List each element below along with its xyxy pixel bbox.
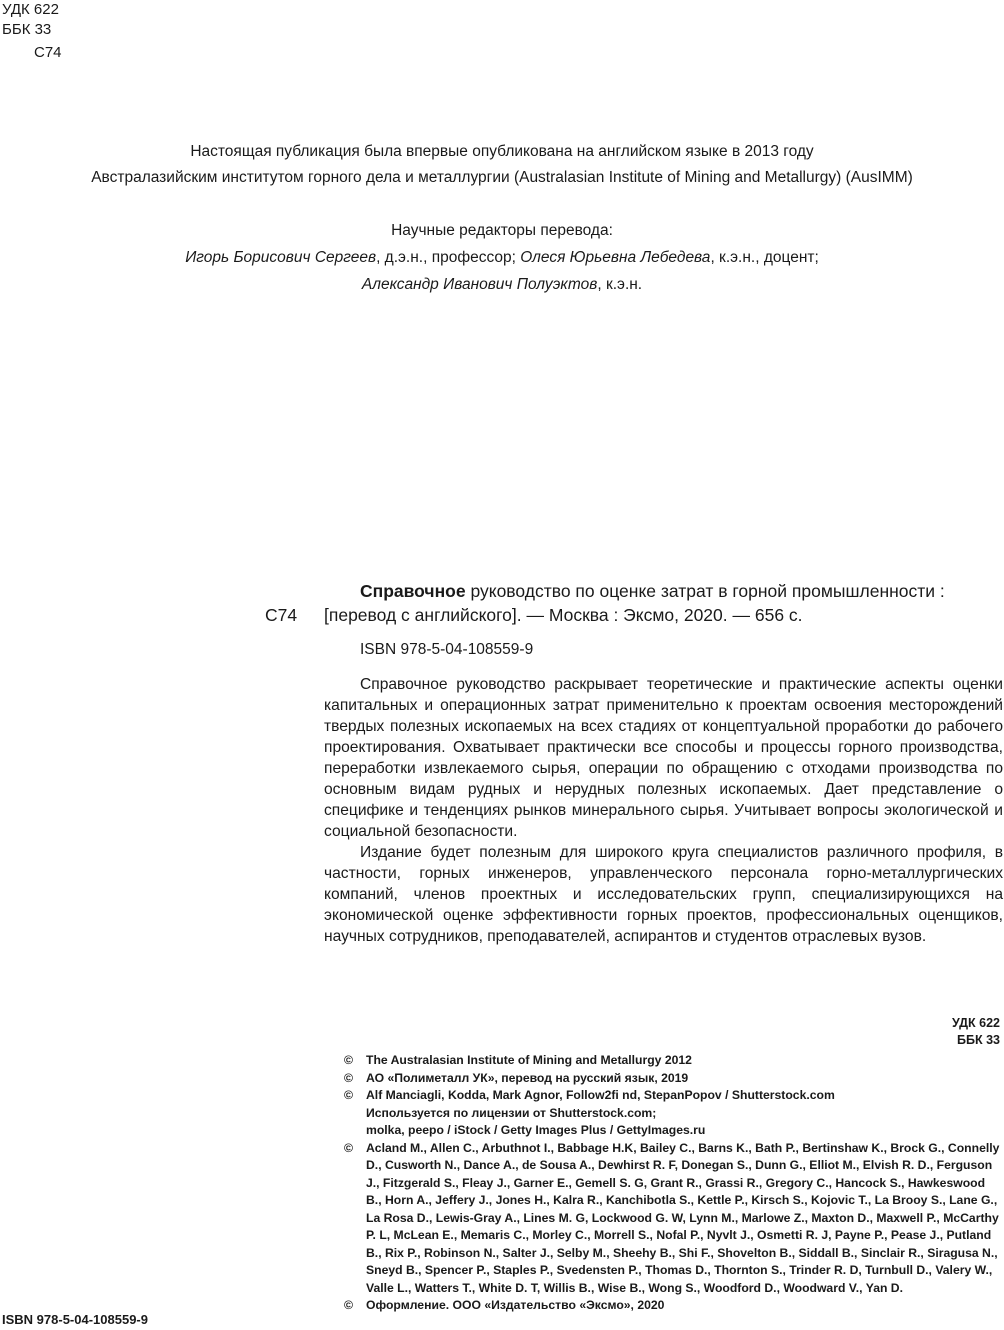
annotation-paragraph-2: Издание будет полезным для широкого круга специалистов различного профиля, в частности, горных инженеров, управленческого персонала горно-металлургических компаний, членов проектных и исследовательских групп, специализирующихся на экономической оценке эффективности горных проектов, профессиональных оценщиков, научных сотрудников, преподавателей, аспирантов и студентов отраслевых вузов. <box>324 844 1003 945</box>
copyright-item <box>344 1052 1004 1070</box>
copyright-text: Оформление. ООО «Издательство «Эксмо», 2020 <box>366 1298 665 1312</box>
editor3-name: Александр Иванович Полуэктов <box>361 276 598 293</box>
catalog-title-bold: Справочное <box>360 581 466 601</box>
copyright-block <box>344 1052 1004 1315</box>
copyright-text: Alf Manciagli, Kodda, Mark Agnor, Follow2fi nd, StepanPopov / Shutterstock.com Используется по лицензии от Shutterstock.com; molka, peepo / iStock / Getty Images Plus / GettyImages.ru <box>366 1088 835 1137</box>
copyright-item <box>344 1087 1004 1140</box>
catalog-bbk: ББК 33 <box>957 1033 1000 1047</box>
catalog-author-mark: С74 <box>265 605 298 625</box>
editors-heading: Научные редакторы перевода: <box>391 222 613 239</box>
editor1-name: Игорь Борисович Сергеев <box>185 249 377 266</box>
annotation-paragraph-1: Справочное руководство раскрывает теоретические и практические аспекты оценки капитальных и операционных затрат применительно к проектам освоения месторождений твердых полезных ископаемых на всех стадиях от концептуальной проработки до рабочего проектирования. Охватывает практически все способы и процессы горного производства, переработки извлекаемого сырья, операции по обращению с отходами производства по основным видам рудных и нерудных полезных ископаемых. Дает представление о специфике и тенденциях рынков минерального сырья. Учитывает вопросы экологической и социальной безопасности. <box>324 676 1003 840</box>
copyright-text: Acland M., Allen C., Arbuthnot I., Babbage H.K, Bailey C., Barns K., Bath P., Bertinshaw K., Brock G., Connelly D., Cusworth N., Dance A., de Sousa A., Dewhirst R. F, Donegan S., Dunn G., Elliot M., Elvish R. D., Ferguson J., Fitzgerald S., Fleay J., Garner E., Gemell S. G, Grant R., Grassi R., Gregory C., Hancock S., Hawkeswood B., Horn A., Jeffery J., Jones H., Kalra R., Kanchibotla S., Kettle P., Kirsch S., Kojovic T., La Brooy S., Lane G., La Rosa D., Lewis-Gray A., Lines M. G, Lockwood G. W, Lynn M., Marlowe Z., Maxton D., Maxwell P., McCarthy P. L, McLean E., Memaris C., Morley C., Morrell S., Nofal P., Nyvlt J., Osmetti R. J, Payne P., Pease J., Putland B., Rix P., Robinson N., Salter J., Selby M., Sheehy B., Shi F., Shovelton B., Siddall B., Sinclair R., Siragusa N., Sneyd B., Spencer P., Staples P., Svedensten P., Thomas D., Thornton S., Trinder R. D, Turnbull D., Valery W., Valle L., Watters T., White D. T, Willis B., Wise B., Wong S., Woodford D., Woodward V., Yan D. <box>366 1140 1000 1295</box>
catalog-title-line2: [перевод с английского]. — Москва : Эксмо, 2020. — 656 с. <box>324 605 803 625</box>
editor2-title: , к.э.н., доцент; <box>710 249 819 266</box>
copyright-item <box>344 1140 1004 1298</box>
copyright-item <box>344 1070 1004 1088</box>
editors-line2 <box>0 275 1004 295</box>
publication-note-line1: Настоящая публикация была впервые опубликована на английском языке в 2013 году <box>190 143 814 160</box>
copyright-icon: © <box>344 1088 353 1102</box>
catalog-isbn: ISBN 978-5-04-108559-9 <box>360 641 534 658</box>
copyright-icon: © <box>344 1053 353 1067</box>
bbk-code-top: ББК 33 <box>2 21 52 38</box>
copyright-icon: © <box>344 1070 353 1085</box>
copyright-text: АО «Полиметалл УК», перевод на русский язык, 2019 <box>366 1070 689 1085</box>
catalog-udk: УДК 622 <box>951 1016 1000 1030</box>
publication-note-line2: Австралазийским институтом горного дела и металлургии (Australasian Institute of Mining and Metallurgy) (AusIMM) <box>91 169 913 186</box>
copyright-icon: © <box>344 1298 353 1312</box>
copyright-item <box>344 1297 1004 1315</box>
editor3-title: , к.э.н. <box>597 276 643 293</box>
catalog-annotation <box>324 674 1003 947</box>
udk-code-top: УДК 622 <box>2 1 59 18</box>
editor1-title: , д.э.н., профессор; <box>376 249 521 266</box>
copyright-text: The Australasian Institute of Mining and Metallurgy 2012 <box>366 1053 692 1067</box>
copyright-icon: © <box>344 1140 353 1155</box>
editors-line1 <box>0 248 1004 268</box>
author-mark-top: С74 <box>34 44 62 61</box>
catalog-title-line1 <box>360 580 945 602</box>
editor2-name: Олеся Юрьевна Лебедева <box>520 249 711 266</box>
catalog-title-rest: руководство по оценке затрат в горной промышленности : <box>465 581 945 601</box>
isbn-bottom: ISBN 978-5-04-108559-9 <box>2 1312 148 1327</box>
